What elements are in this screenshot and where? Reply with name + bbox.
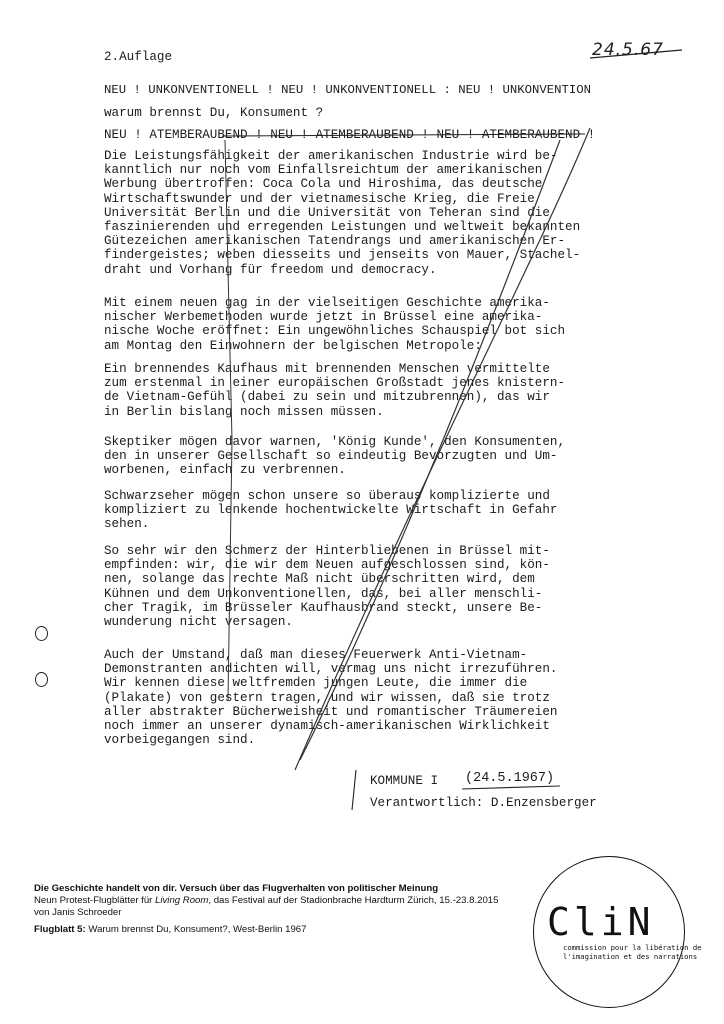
text-line: noch immer an unserer dynamisch-amerikanischen Wirklichkeit [104,719,550,734]
text-line: zum erstenmal in einer europäischen Großstadt jenes knistern- [104,376,566,391]
diagonal-stroke [300,140,560,760]
text-line: Schwarzseher mögen schon unsere so überaus komplizierte und [104,489,550,503]
text-line: (Plakate) von gestern tragen, und wir wissen, daß sie trotz [104,690,550,705]
text-line: So sehr wir den Schmerz der Hinterbliebenen in Brüssel mit- [104,544,550,558]
text-line: in Berlin bislang noch missen müssen. [104,404,384,419]
footer-title-text: Die Geschichte handelt von dir. Versuch über das Flugverhalten von politischer Meinung [34,883,439,894]
signature-date: (24.5.1967) [465,771,555,786]
text-line: sehen. [104,517,150,532]
footer-flyer-text: Warum brennst Du, Konsument?, West-Berlin 1967 [85,924,307,935]
text-line: faszinierenden und erregenden Leistungen und weltweit bekannten [104,220,581,235]
footer-line2-prefix: Neun Protest-Flugblätter für [34,895,156,906]
text-line: Ein brennendes Kaufhaus mit brennenden Menschen vermittelte [104,362,550,376]
vertical-stroke [228,440,232,700]
text-line: nische Woche eröffnet: Ein ungewöhnliches Schauspiel bot sich [104,324,566,339]
text-line: am Montag den Einwohnern der belgischen Metropole: [104,338,482,353]
handwritten-date: 24.5.67 [592,40,664,60]
signature-divider [352,770,356,810]
text-line: Wir kennen diese weltfremden jungen Leute, die immer die [104,676,528,691]
text-line: Werbung übertroffen: Coca Cola und Hiroshima, das deutsche [104,177,543,192]
text-line: worbenen, einfach zu verbrennen. [104,463,346,478]
footer-flyer-label: Flugblatt 5: [34,924,86,935]
footer-line2-italic: Living Room [155,895,209,906]
vertical-stroke [225,140,232,440]
text-line: Universität Berlin und die Universität von Teheran sind die [104,205,550,220]
text-line: Skeptiker mögen davor warnen, 'König Kunde', den Konsumenten, [104,435,566,449]
text-line: nischer Werbemethoden wurde jetzt in Brüssel eine amerika- [104,310,543,325]
text-line: Demonstranten andichten will, vermag uns nicht irrezuführen. [104,662,558,677]
footer-line-2 [34,895,498,906]
clin-logo-subtitle [563,943,701,961]
text-line: vorbeigegangen sind. [104,733,256,748]
text-line: Auch der Umstand, daß man dieses Feuerwerk Anti-Vietnam- [104,648,528,662]
text-line: de Vietnam-Gefühl (dabei zu sein und mitzubrennen), das wir [104,390,550,405]
clin-subtitle-line-2: l'imagination et des narrations [563,952,698,961]
text-line: wunderung nicht versagen. [104,615,293,630]
text-line: empfinden: wir, die wir dem Neuen aufgeschlossen sind, kön- [104,558,550,573]
text-line: kompliziert zu lenkende hochentwickelte Wirtschaft in Gefahr [104,503,558,518]
text-line: Gütezeichen amerikanischen Tatendrangs und amerikanischen Er- [104,234,566,249]
strikethrough-atemberaubend [222,134,585,136]
footer-line-3: von Janis Schroeder [34,907,122,918]
footer-flyer-line [34,924,306,935]
text-line: draht und Vorhang für freedom und democracy. [104,262,437,277]
signature-responsible: Verantwortlich: D.Enzensberger [370,796,597,810]
signature-date-underline [462,786,560,789]
clin-logo-text: CliN [547,900,655,944]
header-line-2: warum brennst Du, Konsument ? [104,106,324,120]
text-line: Mit einem neuen gag in der vielseitigen Geschichte amerika- [104,296,550,310]
text-line: Die Leistungsfähigkeit der amerikanischen Industrie wird be- [104,149,558,163]
text-line: Kühnen und dem Unkonventionellen, das, bei aller menschli- [104,586,543,601]
header-line-1: NEU ! UNKONVENTIONELL ! NEU ! UNKONVENTIONELL : NEU ! UNKONVENTION [104,83,592,97]
edition-label: 2.Auflage [104,50,173,64]
footer-title [34,883,438,894]
text-line: cher Tragik, im Brüsseler Kaufhausbrand steckt, unsere Be- [104,600,543,615]
text-line: findergeistes; weben diesseits und jenseits von Mauer, Stachel- [104,248,581,263]
text-line: nen, solange das rechte Maß nicht überschritten wird, dem [104,572,535,587]
header-line-3: NEU ! ATEMBERAUBEND ! NEU ! ATEMBERAUBEND ! NEU ! ATEMBERAUBEND ! [104,128,596,142]
footer-line2-suffix: , das Festival auf der Stadionbrache Hardturm Zürich, 15.-23.8.2015 [208,895,499,906]
text-line: den in unserer Gesellschaft so eindeutig Bevorzugten und Um- [104,449,558,464]
date-underline [590,50,682,58]
text-line: aller abstrakter Bücherweisheit und romantischer Träumereien [104,704,558,719]
signature-org: KOMMUNE I [370,774,439,788]
diagonal-stroke [295,128,590,770]
text-line: Wirtschaftswunder und der vietnamesische Krieg, die Freie [104,191,535,206]
clin-subtitle-line-1: commission pour la libération de [563,943,702,952]
text-line: kanntlich nur noch vom Einfallsreichtum der amerikanischen [104,163,543,178]
